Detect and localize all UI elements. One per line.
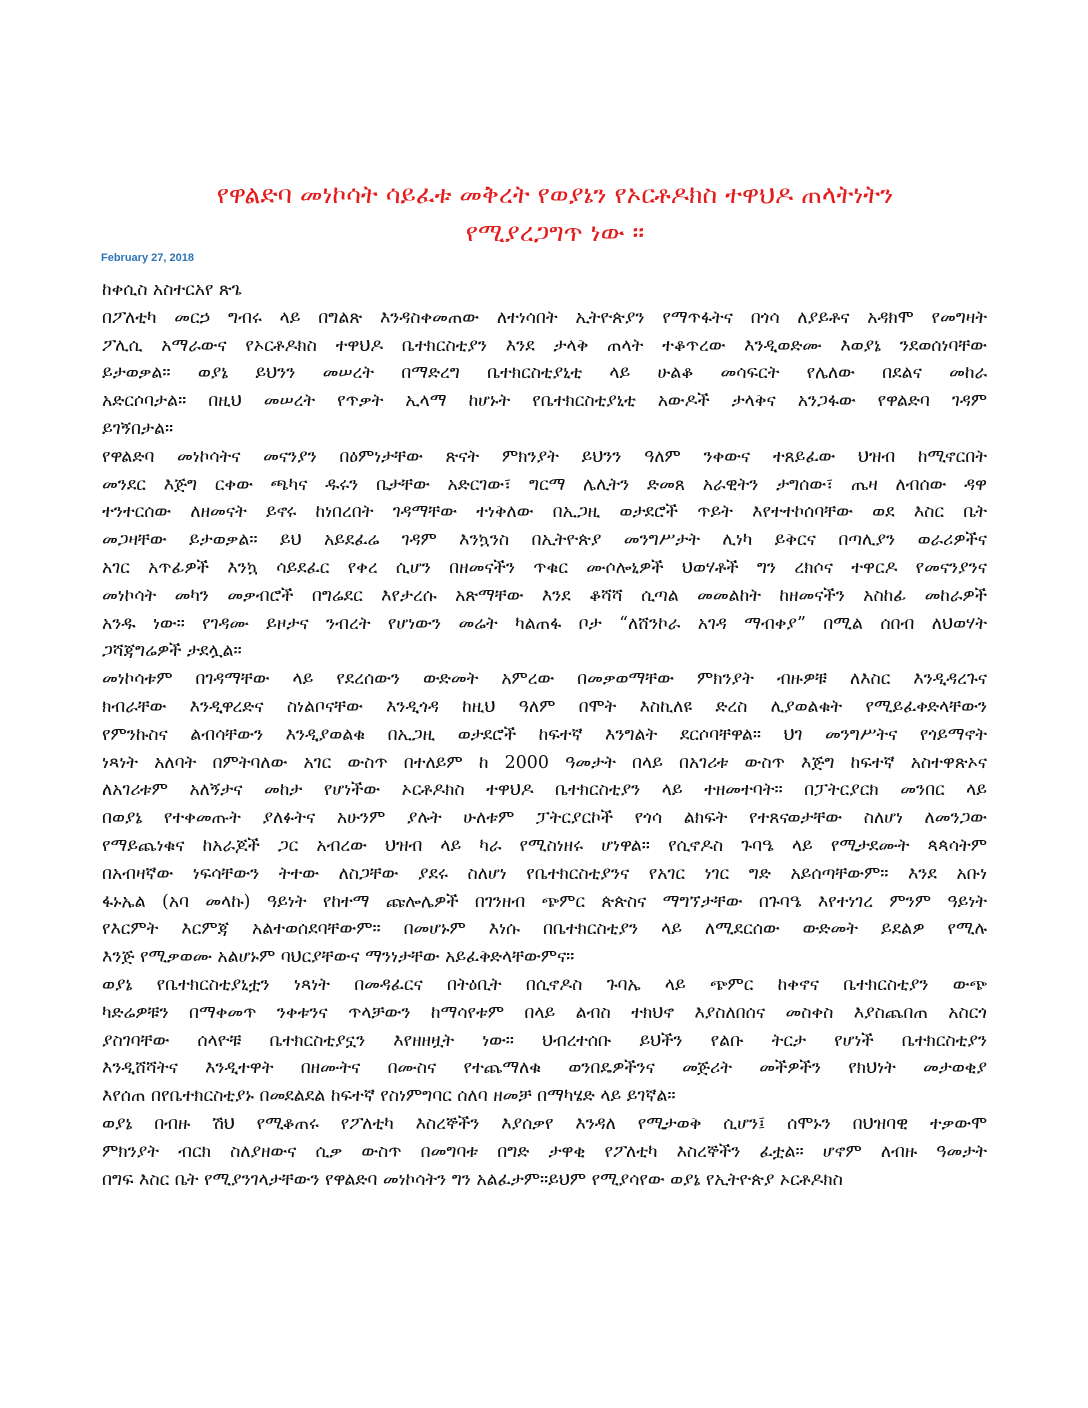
- paragraph: [102, 1111, 987, 1194]
- paragraph-line: በወያኔ የተቀመጡት ያለፉትና አሁንም ያሉት ሁለቱም ፓትርያርኮች የጎሳ ልክፍት የተጸናወታቸው ስለሆነ ለመንጋው: [102, 808, 987, 829]
- paragraph-line: ካድሬዎቹን በማቀመጥ ንቀቱንና ጥላቻውን ከማሳየቱም በላይ ልብስ ተክህኖ እያስለበሰና መስቀስ እያስጨበጠ አስርጎ: [102, 1002, 987, 1023]
- article-body: [102, 277, 987, 1194]
- paragraph: [102, 305, 987, 444]
- paragraph-line: ተንተርሰው ለዘመናት ይኖሩ ከነበረበት ገዳማቸው ተነቅለው በኢጋዚ ወታደሮች ጥይት እየተተኮሰባቸው ወደ እስር ቤት: [102, 502, 987, 523]
- publication-date: February 27, 2018: [101, 252, 194, 264]
- paragraph-line: ለአገሪቱም አለኝታና መከታ የሆነችው ኦርቶዶክስ ተዋህዶ ቤተክርስቲያን ላይ ተዘመተባት። በፓትርያርክ መንበር ላይ: [102, 780, 987, 801]
- paragraph-line: እንዲሸሻትና እንዲተዋት በዘሙትና በሙስና የተጨማለቁ ወንበዴዎችንና መጅሪት መችዎችን የክህነት መታወቂያ: [102, 1058, 987, 1079]
- paragraph-line: ፋኑኤል (አባ መላኩ) ዓይነት የከተማ ጩሎሌዎች በገንዘብ ጭምር ጵጵስና ማግኘታቸው በጉባዔ እየተነገረ ምንም ዓይነት: [102, 891, 987, 912]
- paragraph-line: ፖሊሲ አማራውና የኦርቶዶክስ ተዋህዶ ቤተክርስቲያን እንደ ታላቅ ጠላት ተቆጥረው እንዲወድሙ እወያኔ ንደወሰነባቸው: [102, 335, 987, 356]
- paragraph-line: በግፍ እስር ቤት የሚያንገላታቸውን የዋልድባ መነኮሳትን ግን አልፈታም።ይህም የሚያሳየው ወያኔ የኢትዮጵያ ኦርቶዶክስ: [102, 1169, 843, 1190]
- paragraph-line: ያስገባቸው ሰላዮቹ ቤተክርስቲያኗን እየዘዘዟት ነው። ህብረተሰቡ ይህችን የልቡ ትርታ የሆነች ቤተክርስቲያን: [102, 1030, 987, 1051]
- paragraph-line: መንደር እጅግ ርቀው ጫካና ዱሩን ቤታቸው አድርገው፣ ግርማ ሌሊትን ድመጸ አራዊትን ታግሰው፣ ጤዛ ለብሰው ዳዋ: [102, 474, 987, 495]
- paragraph: [102, 666, 987, 972]
- paragraph: [102, 972, 987, 1111]
- title-line: የሚያረጋግጥ ነው ።: [465, 218, 645, 247]
- paragraph-line: አድርሶባታል። በዚህ መሠረት የጥቃት ኢላማ ከሆኑት የቤተክርስቲያኒቲ አውዶች ታላቅና አንጋፋው የዋልድባ ገዳም: [102, 391, 987, 412]
- paragraph-line: የዋልድባ መነኮሳትና መናንያን በዕምነታቸው ጽናት ምክንያት ይህንን ዓለም ንቀውና ተጸይፈው ህዝብ ከሚኖርበት: [102, 446, 987, 467]
- paragraph-line: በአብዛኛው ነፍሳቸውን ትተው ለስጋቸው ያደሩ ስለሆነ የቤተክርስቲያንና የአገር ነገር ግድ አይሰጣቸውም። እንደ አቡነ: [102, 863, 987, 884]
- paragraph-line: በፖለቲካ መርኃ ግብሩ ላይ በግልጽ እንዳስቀመጠው ለተነሳበት ኢትዮጵያን የማጥፋትና በጎሳ ለያይቶና አዳክሞ የመግዛት: [102, 307, 987, 328]
- paragraph-line: ክብራቸው እንዲዋረድና ስነልቦናቸው እንዲጎዳ ከዚህ ዓለም በሞት እስኪለዩ ድረስ ሊያወልቁት የሚይፈቀድላቸውን: [102, 696, 987, 717]
- paragraph-container: [102, 305, 987, 1195]
- paragraph-line: እንጅ የሚቃወሙ አልሆኑም ባህርያቸውና ማንነታቸው አይፈቅድላቸውምና።: [102, 947, 575, 968]
- paragraph-line: መነኮሳቱም በገዳማቸው ላይ የደረሰውን ውድመት አምረው በመቃወማቸው ምክንያት ብዙዎቹ ለእስር እንዲዳረጉና: [102, 669, 987, 690]
- paragraph-line: እየሰጠ በየቤተክርስቲያኑ በመደልደል ከፍተኛ የስነምግባር ሰለባ ዘመቻ በማካሄድ ላይ ይገኛል።: [102, 1086, 676, 1107]
- paragraph-line: ወያኔ በብዙ ሽህ የሚቆጠሩ የፖለቲካ እስረኞችን እያሰቃየ እንዳለ የሚታወቅ ሲሆን፤ ሰሞኑን በህዝባዊ ተቃውሞ: [102, 1113, 987, 1134]
- paragraph-line: ጋሻጃግሬዎች ታደሏል።: [102, 641, 242, 662]
- paragraph-line: አገር አጥፊዎች እንኳ ሳይደፈር የቀረ ሲሆን በዘመናችን ጥቁር ሙሶሎኒዎች ህወሃቶች ግን ረክሶና ተዋርዶ የመናንያንና: [102, 557, 987, 578]
- paragraph-line: የማይጨነቁና ከአራጆች ጋር አብረው ህዝብ ላይ ካራ የሚስነዘሩ ሆነዋል። የሲኖዶስ ጉባዔ ላይ የሚታደሙት ጳጳሳትም: [102, 835, 987, 856]
- paragraph-line: የእርምት እርምጃ አልተወሰደባቸውም። በመሆኑም እነሱ በቤተክርስቲያን ላይ ለሚደርሰው ውድመት ይደልዎ የሚሉ: [102, 919, 987, 940]
- paragraph-line: የምንኩስና ልብሳቸውን እንዲያወልቁ በኢጋዚ ወታደሮች ከፍተኛ እንግልት ደርሶባቸዋል። ህገ መንግሥትና የጎይማኖት: [102, 724, 987, 745]
- paragraph-line: መጋዛቸው ይታወቃል። ይህ አይደፈሬ ገዳም እንኳንስ በኢትዮጵያ መንግሥታት ሊነካ ይቅርና በጣሊያን ወራሪዎችና: [102, 530, 987, 551]
- article-title: [120, 176, 990, 252]
- paragraph-line: ይገኝበታል።: [102, 418, 174, 439]
- paragraph-line: መነኮሳት መካን መቃብሮች በግሬደር እየታረሱ አጽማቸው እንደ ቆሻሻ ሲጣል መመልከት ከዘመናችን አስከፊ መከራዎች: [102, 585, 987, 606]
- paragraph-line: ነጻነት አለባት በምትባለው አገር ውስጥ በተለይም ከ 2000 ዓመታት በላይ በአገሪቱ ውስጥ እጅግ ከፍተኛ አስተዋጽኦና: [102, 752, 987, 773]
- author-byline: ከቀሲስ አስተርአየ ጽጌ: [102, 280, 242, 300]
- paragraph-line: ወያኔ የቤተክርስቲያኒቷን ነጻነት በመዳፈርና በትዕቢት በሲኖዶስ ጉባኤ ላይ ጭምር ከቀኖና ቤተክርስቲያን ውጭ: [102, 974, 987, 995]
- paragraph-line: ምክንያት ብርክ ስለያዘውና ሲቃ ውስጥ በመግባቱ በግድ ታዋቂ የፖለቲካ እስረኞችን ፈቷል። ሆኖም ለብዙ ዓመታት: [102, 1141, 987, 1162]
- title-line: የዋልድባ መነኮሳት ሳይፈቱ መቅረት የወያኔን የኦርቶዶክስ ተዋህዶ ጠላትነትን: [216, 180, 894, 209]
- paragraph: [102, 444, 987, 666]
- paragraph-line: ይታወቃል። ወያኔ ይህንን መሠረት በማድረግ ቤተክርስቲያኒቲ ላይ ሁልቆ መሳፍርት የሌለው በደልና መከራ: [102, 363, 987, 384]
- paragraph-line: አንዱ ነው። የገዳሙ ይዞታና ንብረት የሆነውን መሬት ካልጠፋ ቦታ “ለሸንኮራ አገዳ ማብቀያ” በሚል ሰበብ ለህወሃት: [102, 613, 987, 634]
